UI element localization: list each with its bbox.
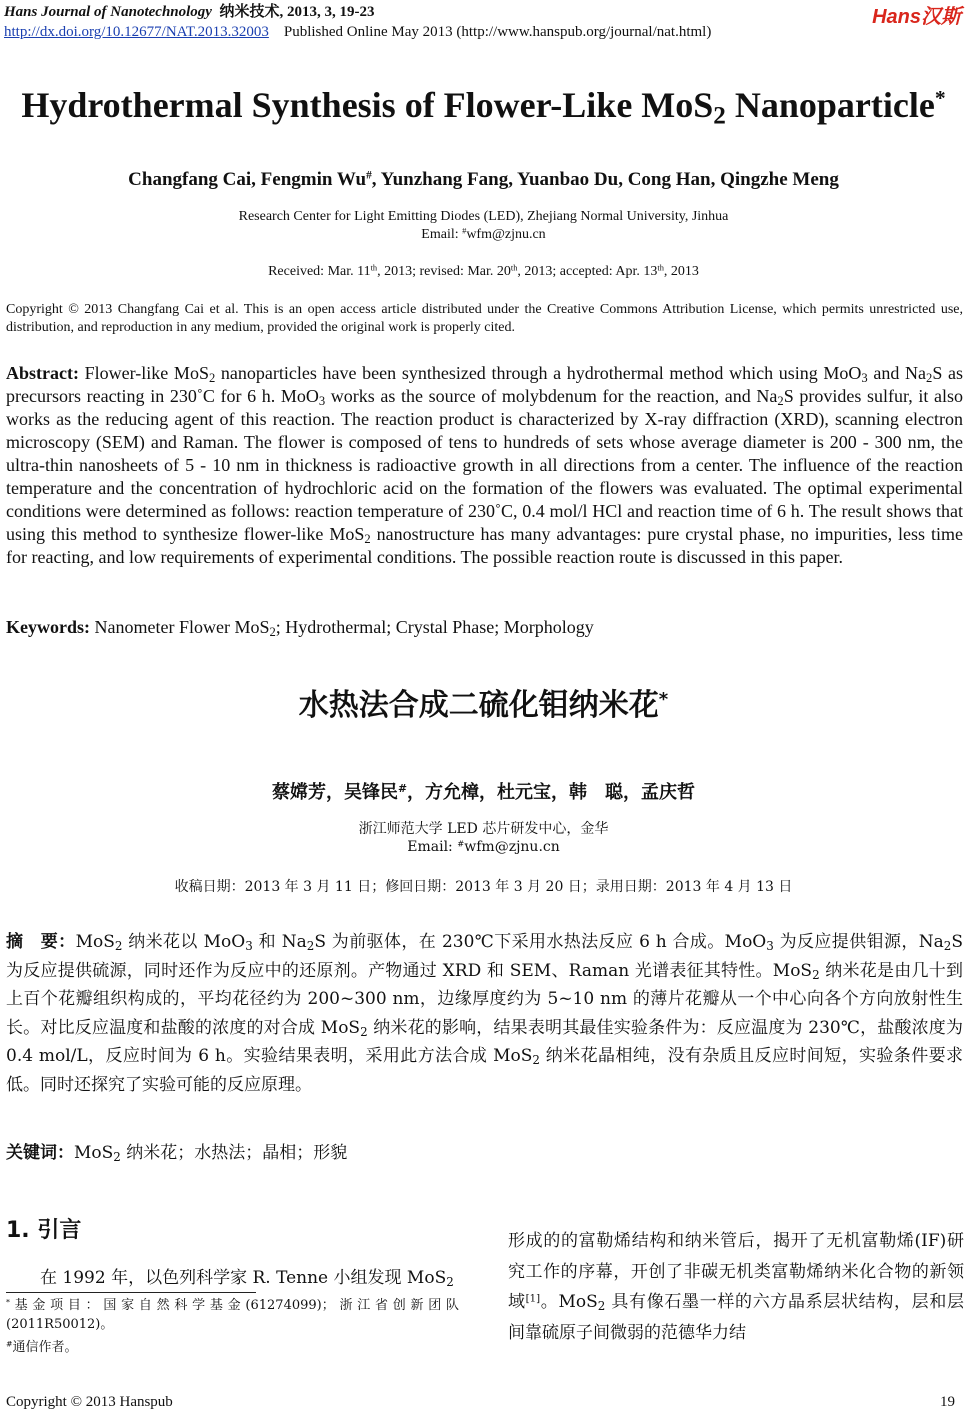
abstract-en: Abstract: Flower-like MoS$_2$ nanoparticles have been synthesized through a hydrothermal method which using MoO$_3$ and $Na_2S$ as precursors reacting in 230˚C for 6 h. MoO$_3$ works as the source of molybdenum for the reaction, and $Na_2S$ provides sulfur, it also works as the reducing agent of this reaction. The reaction product is characterized by X-ray diffraction (XRD), scanning electron microscopy (SEM) and Raman. The flower is composed of tens to hundreds of sets whose average diameter is 200 - 300 nm, the ultra-thin nanosheets of 5 - 10 nm in thickness is radioactive growth in all directions from a center. The influence of the reaction temperature and the concentration of hydrochloric acid on the formation of the flowers was evaluated. The optimal experimental conditions were determined as follows: reaction temperature of 230˚C, 0.4 mol/l HCl and reaction time of 6 h. The result shows that using this method to synthesize flower-like MoS$_2$ nanostructure has many advantages: pure crystal phase, no impurities, less time for reacting, and low requirements of experimental conditions. The possible reaction route is discussed in this paper. <box>6 363 963 567</box>
footer-copyright: Copyright © 2013 Hanspub <box>6 1394 173 1410</box>
authors: Changfang Cai, Fengmin Wu#, Yunzhang Fang, Yuanbao Du, Cong Han, Qingzhe Meng <box>128 169 839 190</box>
keywords-cn: 关键词：MoS$_2$ 纳米花；水热法；晶相；形貌 <box>6 1143 348 1164</box>
keywords-en: Keywords: Nanometer Flower MoS$_2$; Hydrothermal; Crystal Phase; Morphology <box>6 617 594 640</box>
published-online: Published Online May 2013 (http://www.hanspub.org/journal/nat.html) <box>283 24 712 40</box>
abstract-cn: 摘 要：MoS$_2$ 纳米花以 MoO$_3$ 和 $Na_2S$ 为前驱体，在 230℃下采用水热法反应 6 h 合成。MoO$_3$ 为反应提供钼源，$Na_2S$ 为反应提供硫源，同时还作为反应中的还原剂。产物通过 XRD 和 SEM、Raman 光谱表征其特性。MoS$_2$ 纳米花是由几十到上百个花瓣组织构成的，平均花径约为 200~300 nm，边缘厚度约为 5~10 nm 的薄片花瓣从一个中心向各个方向放射性生长。对比反应温度和盐酸的浓度的对合成 MoS$_2$ 纳米花的影响，结果表明其最佳实验条件为：反应温度为 230℃，盐酸浓度为 0.4 mol/L，反应时间为 6 h。实验结果表明，采用此方法合成 MoS$_2$ 纳米花晶相纯，没有杂质且反应时间短，实验条件要求低。同时还探究了实验可能的反应原理。 <box>6 932 964 1095</box>
received-dates-cn: 收稿日期：2013 年 3 月 11 日；修回日期：2013 年 3 月 20 日；录用日期：2013 年 4 月 13 日 <box>174 879 793 895</box>
journal-name-cn: 纳米技术 <box>219 4 280 20</box>
received-dates: Received: Mar. 11th, 2013; revised: Mar. 20th, 2013; accepted: Apr. 13th, 2013 <box>268 263 699 279</box>
paper-title-cn: 水热法合成二硫化钼纳米花* <box>298 688 669 723</box>
paper-title: Hydrothermal Synthesis of Flower-Like MoS$_2$ Nanoparticle* <box>21 85 946 130</box>
journal-issue: , 2013, 3, 19-23 <box>279 4 375 20</box>
affiliation-cn: 浙江师范大学 LED 芯片研发中心，金华 Email: #wfm@zjnu.cn <box>0 820 967 856</box>
hans-logo: Hans汉斯 <box>872 6 961 28</box>
footnote-corresponding: #通信作者。 <box>6 1339 78 1355</box>
page-number: 19 <box>940 1394 955 1410</box>
authors-cn: 蔡嫦芳，吴锋民#，方允樟，杜元宝，韩 聪，孟庆哲 <box>271 782 696 803</box>
copyright-notice: Copyright © 2013 Changfang Cai et al. This is an open access article distributed under the Creative Commons Attribution License, which permits unrestricted use, distribution, and reproduction in any medium, provided the original work is properly cited. <box>6 302 963 335</box>
doi-link[interactable]: http://dx.doi.org/10.12677/NAT.2013.32003 <box>4 24 269 40</box>
intro-right-column: 形成的的富勒烯结构和纳米管后，揭开了无机富勒烯(IF)研究工作的序幕，开创了非碳无机类富勒烯纳米化合物的新领域[1]。MoS$_2$ 具有像石墨一样的六方晶系层状结构，层和层间靠硫原子间微弱的范德华力结 <box>508 1231 965 1343</box>
email-line: Email: #wfm@zjnu.cn <box>421 226 546 242</box>
footnote-rule <box>6 1292 256 1293</box>
footnote-funding: *基金项目：国家自然科学基金(61274099)；浙江省创新团队(2011R50012)。 <box>6 1297 459 1332</box>
running-header <box>4 2 711 42</box>
intro-paragraph: 在 1992 年，以色列科学家 R. Tenne 小组发现 MoS$_2$ <box>40 1268 454 1289</box>
email-line-cn: Email: #wfm@zjnu.cn <box>407 838 560 855</box>
journal-name: Hans Journal of Nanotechnology <box>4 4 212 20</box>
section-heading-introduction: 1. 引言 <box>6 1218 82 1243</box>
affiliation: Research Center for Light Emitting Diodes (LED), Zhejiang Normal University, Jinhua Email: #wfm@zjnu.cn <box>0 208 967 244</box>
